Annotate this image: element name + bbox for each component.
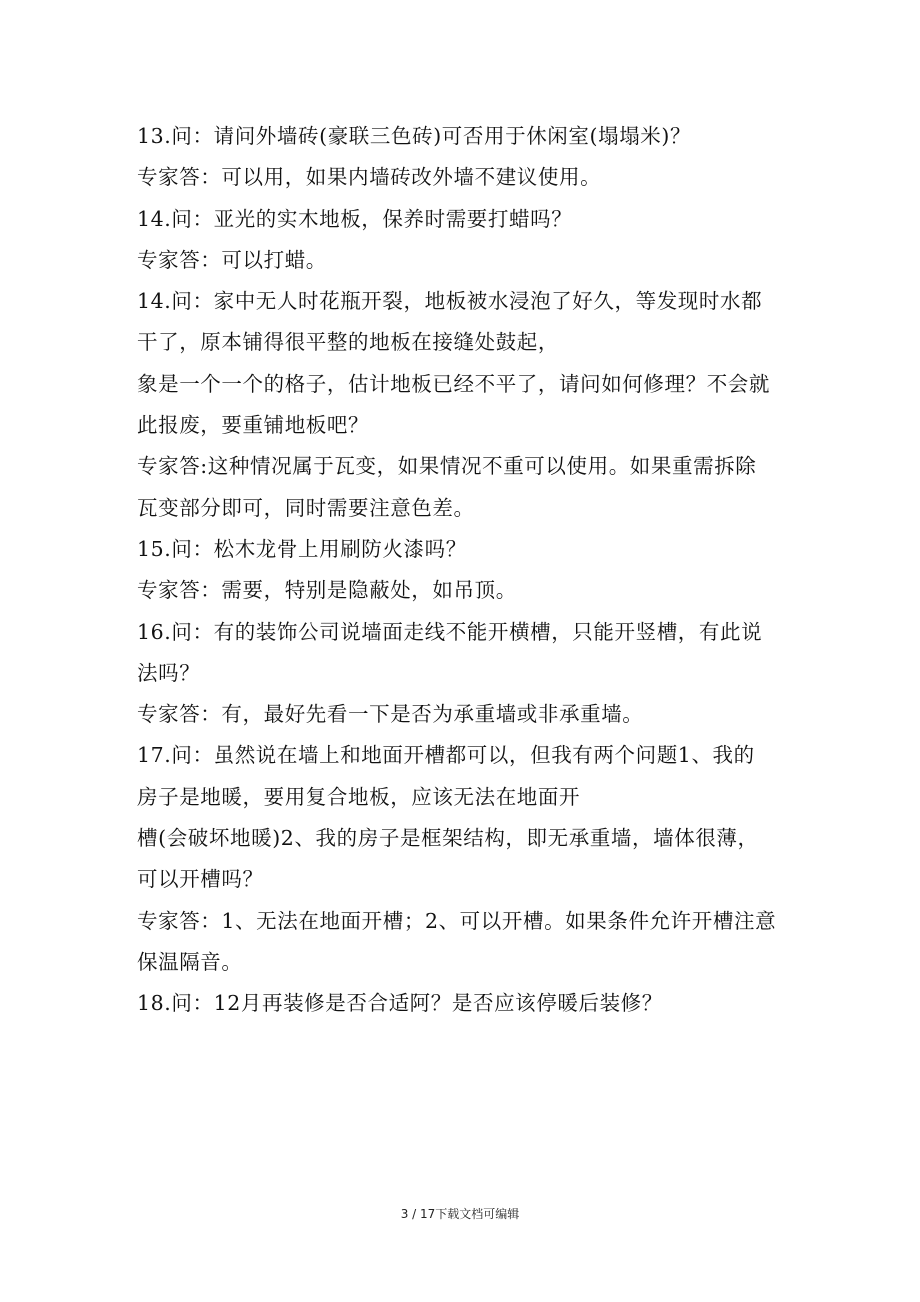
- text-line: 专家答:这种情况属于瓦变，如果情况不重可以使用。如果重需拆除: [137, 454, 757, 479]
- text-line: 17.问：虽然说在墙上和地面开槽都可以，但我有两个问题1、我的: [137, 743, 755, 768]
- page-footer: [0, 1205, 920, 1222]
- text-line: 15.问：松木龙骨上用刷防火漆吗？: [137, 536, 467, 561]
- text-line: 16.问：有的装饰公司说墙面走线不能开横槽，只能开竖槽，有此说: [137, 619, 763, 644]
- text-line: 13.问：请问外墙砖(豪联三色砖)可否用于休闲室(塌塌米)？: [137, 124, 692, 148]
- text-line: 象是一个一个的格子，估计地板已经不平了，请问如何修理？不会就: [137, 371, 770, 396]
- text-line: 14.问：家中无人时花瓶开裂，地板被水浸泡了好久，等发现时水都: [137, 289, 763, 314]
- text-line: 房子是地暖，要用复合地板，应该无法在地面开: [137, 784, 581, 809]
- text-line: 专家答：有，最好先看一下是否为承重墙或非承重墙。: [137, 702, 644, 727]
- text-line: 槽(会破坏地暖)2、我的房子是框架结构，即无承重墙，墙体很薄，: [137, 826, 759, 851]
- page-number: 3 / 17下载文档可编辑: [400, 1207, 520, 1221]
- text-line: 保温隔音。: [137, 949, 243, 974]
- document-body: [137, 116, 787, 1025]
- text-line: 14.问：亚光的实木地板，保养时需要打蜡吗？: [137, 206, 573, 231]
- text-line: 专家答：可以用，如果内墙砖改外墙不建议使用。: [137, 165, 602, 190]
- text-line: 法吗？: [137, 660, 201, 685]
- text-line: 专家答：需要，特别是隐蔽处，如吊顶。: [137, 578, 517, 603]
- text-line: 可以开槽吗？: [137, 867, 264, 892]
- text-line: 干了，原本铺得很平整的地板在接缝处鼓起，: [137, 330, 559, 355]
- text-line: 此报废，要重铺地板吧？: [137, 413, 370, 438]
- text-line: 专家答：可以打蜡。: [137, 247, 327, 272]
- text-line: 18.问：12月再装修是否合适阿？是否应该停暖后装修？: [137, 991, 663, 1016]
- text-line: 瓦变部分即可，同时需要注意色差。: [137, 495, 475, 520]
- text-line: 专家答：1、无法在地面开槽；2、可以开槽。如果条件允许开槽注意: [137, 908, 777, 933]
